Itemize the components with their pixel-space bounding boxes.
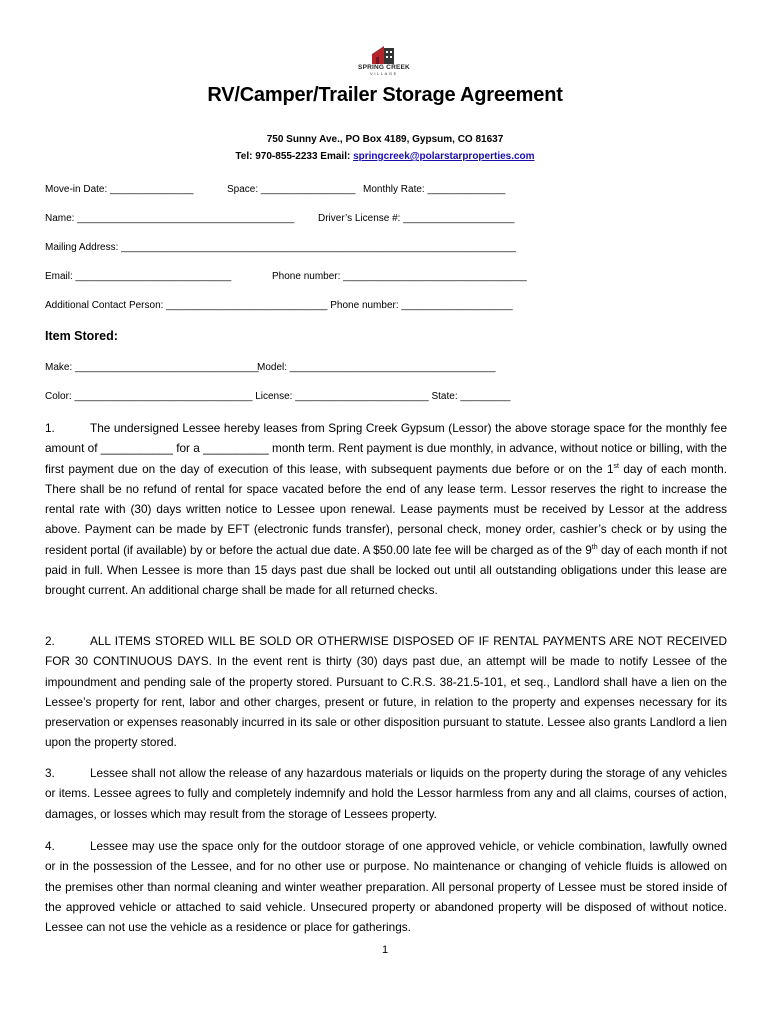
building-logo-icon bbox=[367, 44, 401, 64]
clause-text: Lessee shall not allow the release of any hazardous materials or liquids on the property during the storage of any vehicles or items. Lessee agrees to fully and completely indemnify and hold the Lessor harmless from any and all claims, courses of action, damages, or losses which may result from the storage of Lessees property. bbox=[45, 766, 727, 821]
logo-subtitle: VILLAGE bbox=[370, 71, 398, 76]
clause-4 bbox=[45, 836, 727, 937]
clause-2 bbox=[45, 631, 727, 753]
superscript: th bbox=[591, 543, 598, 551]
clause-text: Lessee may use the space only for the outdoor storage of one approved vehicle, or vehicle combination, lawfully owned or in the possession of the Lessee, and for no other use or purpose. No maintenance or changing of vehicle fluids is allowed on the premises other than normal cleaning and winter weather preparation. All personal property of Lessee must be stored inside of the approved vehicle or attached to said vehicle. Unsecured property or abandoned property will be disposed of without notice. Lessee can not use the vehicle as a residence or place for gatherings. bbox=[45, 839, 727, 935]
color-license-state-field[interactable]: Color: ________________________________ License: ________________________ State: _________ bbox=[45, 391, 511, 402]
spring-creek-logo bbox=[356, 44, 412, 80]
mailing-address-field[interactable]: Mailing Address: _______________________________________________________________________ bbox=[45, 242, 517, 253]
clause-text: ALL ITEMS STORED WILL BE SOLD OR OTHERWISE DISPOSED OF IF RENTAL PAYMENTS ARE NOT RECEIVED FOR 30 CONTINUOUS DAYS. In the event rent is thirty (30) days past due, an attempt will be made to notify Lessee of the impoundment and pending sale of the property stored. Pursuant to C.R.S. 38-21.5-101, et seq., Landlord shall have a lien on the Lessee’s property for rent, labor and other charges, present or future, in relation to the property and expenses necessary for its preservation or expenses reasonably incurred in its sale or other disposition pursuant to statute. Lessee also grants Landlord a lien upon the property stored. bbox=[45, 634, 727, 750]
superscript: st bbox=[613, 462, 619, 470]
make-field[interactable]: Make: _________________________________ bbox=[45, 362, 259, 373]
phone-field[interactable]: Phone number: _________________________________ bbox=[272, 271, 527, 282]
name-field[interactable]: Name: _______________________________________ bbox=[45, 213, 295, 224]
clause-text: day of each month. There shall be no refund of rental for space vacated before the end of any lease term. Lessor reserves the right to increase the rental rate with (30) days written notice to Lessee upon renewal. Lease payments must be received by Lessor at the address above. Payment can be made by EFT (electronic funds transfer), personal check, money order, cashier’s check or by using the resident portal (if available) by or before the actual due date. A $50.00 late fee will be charged as of the 9 bbox=[45, 461, 727, 557]
move-in-date-field[interactable]: Move-in Date: _______________ bbox=[45, 184, 194, 195]
clause-number: 3. bbox=[45, 766, 55, 780]
clause-text: The undersigned Lessee hereby leases from Spring Creek Gypsum (Lessor) the above storage space for the monthly fee amount of ___________ for a __________ month term. Rent payment is due monthly, in advance, without notice or billing, with the first payment due on the day of execution of this lease, with subsequent payments due before or on the 1 bbox=[45, 421, 727, 476]
space-field[interactable]: Space: _________________ bbox=[227, 184, 356, 195]
clause-1 bbox=[45, 418, 727, 601]
email-field[interactable]: Email: ____________________________ bbox=[45, 271, 232, 282]
contact-line bbox=[0, 151, 770, 162]
monthly-rate-field[interactable]: Monthly Rate: ______________ bbox=[363, 184, 506, 195]
page-number: 1 bbox=[381, 944, 389, 956]
email-link[interactable]: springcreek@polarstarproperties.com bbox=[353, 151, 535, 162]
document-title: RV/Camper/Trailer Storage Agreement bbox=[207, 84, 563, 106]
drivers-license-field[interactable]: Driver’s License #: ____________________ bbox=[318, 213, 515, 224]
model-field[interactable]: Model: _____________________________________ bbox=[257, 362, 496, 373]
logo-name: SPRING CREEK bbox=[358, 64, 410, 71]
clause-3 bbox=[45, 763, 727, 824]
clause-number: 2. bbox=[45, 634, 55, 648]
address-line: 750 Sunny Ave., PO Box 4189, Gypsum, CO 81637 bbox=[266, 134, 504, 145]
clause-number: 4. bbox=[45, 839, 55, 853]
additional-contact-field[interactable]: Additional Contact Person: _____________________________ Phone number: ____________________ bbox=[45, 300, 513, 311]
clause-number: 1. bbox=[45, 421, 55, 435]
clause-text: day of each month if not paid in full. When Lessee is more than 15 days past due shall be locked out until all outstanding obligations under this lease are brought current. An additional charge shall be made for all returned checks. bbox=[45, 542, 727, 598]
contact-prefix: Tel: 970-855-2233 Email: bbox=[235, 151, 354, 162]
item-stored-heading: Item Stored: bbox=[45, 329, 118, 343]
